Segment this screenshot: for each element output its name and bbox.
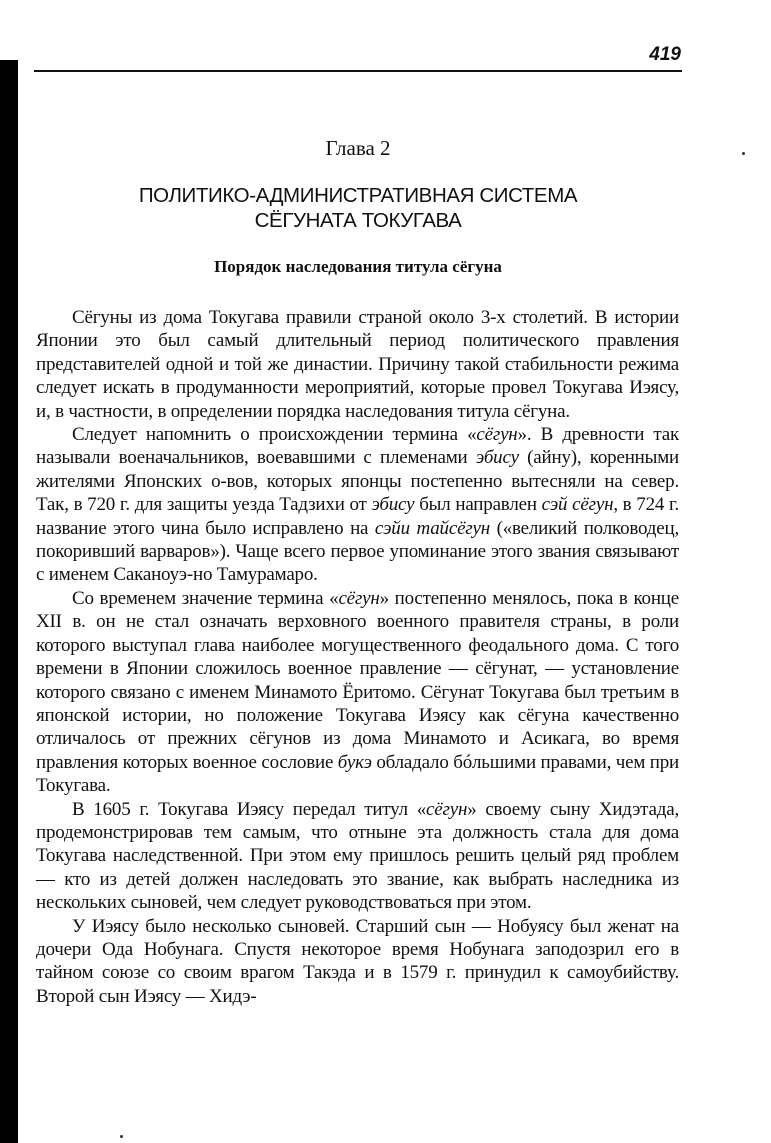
scan-speck: [742, 152, 745, 155]
italic-term: букэ: [337, 751, 372, 773]
text-run: Со временем значение термина «: [72, 587, 339, 609]
chapter-title: [34, 183, 682, 233]
italic-term: сёгун: [476, 424, 518, 446]
text-run: («великий полководец, покоривший варваров»). Чаще всего первое упоминание этого звания связывают с именем Саканоуэ-но Тамурамаро.: [36, 517, 679, 586]
italic-term: сёгун: [338, 587, 380, 609]
paragraph: [36, 423, 679, 587]
italic-term: сэйи тайсёгун: [374, 517, 490, 539]
text-run: был направлен: [414, 494, 542, 516]
italic-term: сэй сёгун: [541, 494, 614, 516]
italic-term: эбису: [371, 494, 415, 516]
scan-speck: [120, 1135, 123, 1138]
paragraph: [36, 587, 679, 798]
text-run: В 1605 г. Токугава Иэясу передал титул «: [72, 798, 427, 820]
chapter-label: Глава 2: [325, 136, 391, 160]
text-run: обладало бóльшими правами, чем при Токугава.: [36, 751, 679, 797]
body-text: [36, 306, 679, 1008]
text-run: (айну), коренными жителями Японских о-вов, которых японцы постепенно вытесняли на север. Так, в 720 г. для защиты уезда Тадзихи от: [36, 447, 679, 516]
chapter-title-line-1: ПОЛИТИКО-АДМИНИСТРАТИВНАЯ СИСТЕМА: [138, 184, 578, 207]
text-run: ». В древности так называли военачальников, воевавшими с племенами: [36, 424, 680, 469]
scan-binding-shadow-lower: [0, 590, 10, 760]
italic-term: сёгун: [426, 798, 468, 820]
text-run: » постепенно менялось, пока в конце XII в. он не стал означать верховного военного правителя страны, в роли которого выступал глава наиболее могущественного феодального дома. С того времени в Японии сложилось военное правление — сёгунат, — установление которого связано с именем Минамото Ёритомо. Сёгунат Токугава был третьим в японской истории, но положение Токугава Иэясу как сёгуна качественно отличалось от прежних сёгунов из дома Минамото и Асикага, во время правления которых военное сословие: [36, 587, 679, 773]
section-heading: Порядок наследования титула сёгуна: [214, 257, 502, 276]
paragraph: [36, 915, 679, 1009]
text-run: » своему сыну Хидэтада, продемонстрировав тем самым, что отныне эта должность стала для дома Токугава наследственной. При этом ему пришлось решить целый ряд проблем — кто из детей должен наследовать это звание, как выбрать наследника из нескольких сыновей, чем следует руководствоваться при этом.: [36, 798, 680, 914]
page-number: 419: [649, 44, 681, 65]
chapter-title-line-2: СЁГУНАТА ТОКУГАВА: [254, 209, 462, 232]
italic-term: эбису: [475, 447, 519, 469]
paragraph: [36, 798, 679, 915]
text-run: У Иэясу было несколько сыновей. Старший сын — Нобуясу был женат на дочери Ода Нобунага. Спустя некоторое время Нобунага заподозрил его в тайном союзе со своим врагом Такэда и в 1579 г. принудил к самоубийству. Второй сын Иэясу — Хидэ-: [36, 915, 679, 1007]
paragraph: [36, 306, 679, 423]
text-run: Следует напомнить о происхождении термина «: [72, 424, 477, 446]
text-run: , в 724 г. название этого чина было исправлено на: [36, 494, 680, 539]
header-rule: [34, 70, 682, 72]
text-run: Сёгуны из дома Токугава правили страной около 3-х столетий. В истории Японии это был самый длительный период политического правления представителей одной и той же династии. Причину такой стабильности режима следует искать в продуманности мероприятий, которые провел Токугава Иэясу, и, в частности, в определении порядка наследования титула сёгуна.: [36, 307, 679, 422]
